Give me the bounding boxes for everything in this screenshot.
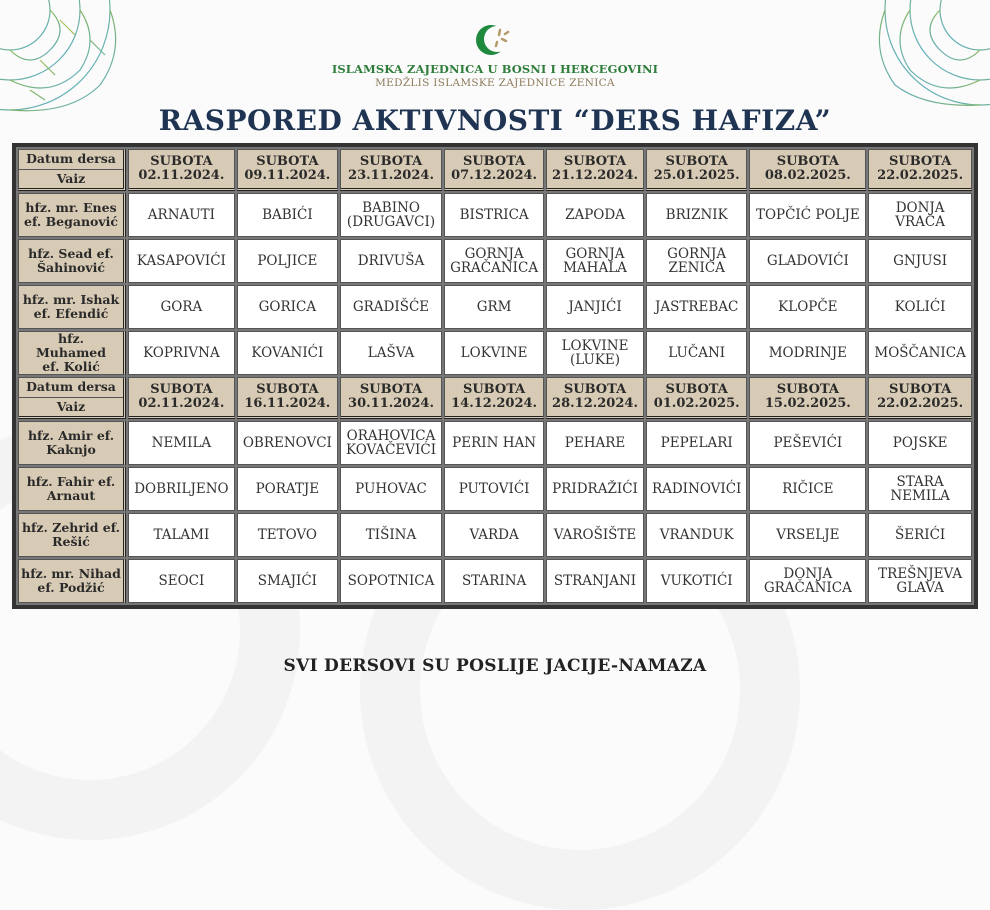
date-header-cell [749,377,866,419]
day-name: SUBOTA [776,154,840,169]
vaiz-name-line: Rešić [52,534,90,549]
place-cell [444,239,544,283]
place-cell [868,285,972,329]
vaiz-name-line: Šahinović [36,260,105,275]
place-name-line: ZAPODA [565,207,625,223]
vaiz-name-line: ef. Beganović [24,214,118,229]
place-cell [749,331,866,375]
table-row [18,467,972,511]
place-cell [646,513,748,557]
place-name-line: PEHARE [564,435,626,451]
place-cell [749,421,866,465]
place-name-line: ŠERIĆI [895,527,946,543]
place-cell [646,239,748,283]
place-cell [340,467,442,511]
date-header-cell [340,377,442,419]
date-value: 30.11.2024. [348,396,434,411]
place-name-line: VUKOTIĆI [660,573,733,589]
place-cell [749,239,866,283]
place-name-line: TOPČIĆ POLJE [755,207,860,223]
place-cell [868,467,972,511]
place-name-line: BRIZNIK [665,207,728,223]
schedule-grid [16,147,974,605]
place-name-line: GRAČANICA [450,260,539,276]
place-name-line: PUTOVIĆI [458,481,530,497]
place-name-line: GRADIŠĆE [352,299,430,315]
date-label: Datum dersa [19,378,123,398]
vaiz-label: Vaiz [56,170,86,186]
header-row [18,149,972,191]
place-name-line: DONJA [895,200,945,216]
place-name-line: TALAMI [153,527,210,543]
vaiz-cell [18,193,126,237]
place-cell [340,331,442,375]
place-name-line: VARDA [469,527,519,543]
place-name-line: RADINOVIĆI [651,481,742,497]
place-cell [546,193,644,237]
place-name-line: SEOCI [158,573,205,589]
footer-note: SVI DERSOVI SU POSLIJE JACIJE-NAMAZA [283,656,707,676]
place-name-line: KLOPČE [778,299,838,315]
table-row [18,239,972,283]
date-header-cell [444,149,544,191]
vaiz-cell [18,559,126,603]
place-cell [546,239,644,283]
place-cell [444,285,544,329]
date-header-cell [646,377,748,419]
day-name: SUBOTA [462,154,526,169]
place-name-line: ZENICA [668,260,725,276]
place-cell [546,559,644,603]
place-name-line: VRANDUK [659,527,734,543]
day-name: SUBOTA [665,382,728,397]
date-header-cell [646,149,748,191]
table-row [18,193,972,237]
organization-name: ISLAMSKA ZAJEDNICA U BOSNI I HERCEGOVINI [331,62,659,76]
vaiz-name-line: hfz. Amir ef. [27,428,115,443]
place-cell [340,285,442,329]
vaiz-name-line: ef. Kolić [42,359,100,374]
place-cell [128,285,235,329]
vaiz-cell [18,513,126,557]
place-name-line: KOPRIVNA [143,345,220,361]
place-name-line: ARNAUTI [147,207,215,223]
place-cell [546,421,644,465]
place-name-line: TETOVO [257,527,317,543]
place-name-line: GRAČANICA [763,580,852,596]
place-cell [237,513,338,557]
table-row [18,513,972,557]
date-value: 02.11.2024. [138,396,225,411]
crescent-star-icon [475,20,515,60]
place-name-line: POLJICE [257,253,318,269]
place-name-line: LOKVINE [561,338,629,354]
day-name: SUBOTA [888,382,952,397]
vaiz-name-line: hfz. Fahir ef. [26,474,116,489]
day-name: SUBOTA [665,154,728,169]
table-row [18,285,972,329]
place-name-line: BISTRICA [459,207,529,223]
date-header-cell [868,377,972,419]
place-name-line: LAŠVA [367,345,415,361]
place-name-line: STARINA [461,573,527,589]
place-name-line: KOVANIĆI [251,345,324,361]
date-value: 21.12.2024. [552,168,638,183]
header-row [18,377,972,419]
day-name: SUBOTA [563,382,627,397]
place-cell [128,559,235,603]
place-name-line: PEŠEVIĆI [773,435,843,451]
vaiz-name-line: hfz. mr. Enes [25,200,117,215]
place-name-line: MAHALA [563,260,627,276]
place-name-line: BABIĆI [262,207,313,223]
place-name-line: LUČANI [668,345,726,361]
place-cell [646,193,748,237]
date-value: 22.02.2025. [877,396,964,411]
header-label-cell [18,149,126,191]
place-name-line: JANJIĆI [568,299,622,315]
place-name-line: DRIVUŠA [357,253,425,269]
place-name-line: GNJUSI [893,253,948,269]
place-name-line: VRACA [895,214,945,230]
place-name-line: MODRINJE [768,345,847,361]
table-row [18,559,972,603]
date-header-cell [546,149,644,191]
place-cell [340,421,442,465]
date-value: 22.02.2025. [877,168,964,183]
place-name-line: PERIN HAN [452,435,537,451]
day-name: SUBOTA [256,382,319,397]
place-name-line: GORA [160,299,203,315]
place-cell [237,239,338,283]
place-cell [546,285,644,329]
date-value: 28.12.2024. [552,396,638,411]
date-header-cell [749,149,866,191]
place-cell [444,467,544,511]
header [0,20,990,89]
day-name: SUBOTA [150,154,213,169]
date-header-cell [546,377,644,419]
header-label-cell [18,377,126,419]
vaiz-cell [18,285,126,329]
date-value: 16.11.2024. [244,396,331,411]
vaiz-name-line: hfz. mr. Ishak [22,292,120,307]
place-cell [646,421,748,465]
place-cell [340,239,442,283]
date-value: 23.11.2024. [348,168,434,183]
place-cell [340,193,442,237]
place-name-line: GORNJA [464,246,524,262]
date-label: Datum dersa [19,150,123,170]
sub-organization-name: MEDŽLIS ISLAMSKE ZAJEDNICE ZENICA [375,77,615,89]
day-name: SUBOTA [776,382,840,397]
day-name: SUBOTA [256,154,319,169]
place-name-line: (DRUGAVCI) [346,214,436,230]
vaiz-name-line: ef. Podžić [37,580,105,595]
place-name-line: GLAVA [896,580,944,596]
date-header-cell [340,149,442,191]
place-cell [646,559,748,603]
vaiz-cell [18,239,126,283]
place-cell [868,193,972,237]
place-cell [128,239,235,283]
place-cell [868,239,972,283]
place-name-line: POJSKE [892,435,948,451]
place-name-line: TREŠNJEVA [878,566,963,582]
place-name-line: DONJA [783,566,833,582]
place-cell [237,467,338,511]
place-cell [237,559,338,603]
place-name-line: JASTREBAC [654,299,739,315]
date-header-cell [868,149,972,191]
place-cell [546,331,644,375]
vaiz-name-line: hfz. Muhamed [35,331,107,360]
place-cell [128,467,235,511]
place-name-line: PEPELARI [660,435,733,451]
place-cell [868,559,972,603]
day-name: SUBOTA [359,154,423,169]
place-cell [444,559,544,603]
date-value: 02.11.2024. [138,168,225,183]
vaiz-cell [18,467,126,511]
place-name-line: VAROŠIŠTE [553,527,637,543]
vaiz-name-line: hfz. Sead ef. [28,246,114,261]
place-cell [868,421,972,465]
date-value: 14.12.2024. [451,396,538,411]
place-cell [868,513,972,557]
date-value: 07.12.2024. [451,168,538,183]
place-name-line: STARA [896,474,944,490]
place-cell [237,331,338,375]
place-name-line: PRIDRAŽIĆI [552,481,638,497]
place-name-line: MOŠČANICA [874,345,966,361]
date-value: 09.11.2024. [244,168,331,183]
place-name-line: SOPOTNICA [347,573,435,589]
place-name-line: BABINO [362,200,420,216]
place-cell [237,421,338,465]
place-name-line: NEMILA [890,488,950,504]
place-name-line: GRM [476,299,512,315]
place-cell [340,513,442,557]
place-name-line: KOLIĆI [894,299,946,315]
place-name-line: TIŠINA [365,527,417,543]
date-header-cell [237,377,338,419]
vaiz-name-line: hfz. Zehrid ef. [21,520,121,535]
place-cell [340,559,442,603]
place-name-line: KOVAČEVIĆI [345,442,437,458]
place-cell [749,559,866,603]
place-name-line: VRSELJE [776,527,840,543]
date-value: 08.02.2025. [764,168,851,183]
place-name-line: OBRENOVCI [242,435,332,451]
place-name-line: PORATJE [255,481,320,497]
place-cell [444,193,544,237]
vaiz-name-line: hfz. mr. Nihad [21,566,121,581]
place-name-line: LOKVINE [460,345,528,361]
place-cell [444,331,544,375]
table-row [18,421,972,465]
place-name-line: (LUKE) [569,352,621,368]
place-cell [749,285,866,329]
place-cell [868,331,972,375]
vaiz-cell [18,421,126,465]
date-header-cell [237,149,338,191]
place-cell [749,513,866,557]
place-cell [128,513,235,557]
date-header-cell [128,149,235,191]
place-cell [546,467,644,511]
day-name: SUBOTA [563,154,627,169]
place-name-line: NEMILA [151,435,212,451]
place-name-line: KASAPOVIĆI [136,253,226,269]
place-name-line: GORNJA [667,246,727,262]
day-name: SUBOTA [359,382,423,397]
vaiz-name-line: ef. Efendić [33,306,109,321]
day-name: SUBOTA [150,382,213,397]
place-name-line: GORNJA [565,246,625,262]
place-cell [128,421,235,465]
date-value: 25.01.2025. [653,168,740,183]
place-cell [128,193,235,237]
place-cell [237,285,338,329]
place-cell [444,513,544,557]
place-cell [128,331,235,375]
place-cell [749,467,866,511]
place-name-line: RIČICE [782,481,834,497]
place-cell [749,193,866,237]
place-cell [646,331,748,375]
vaiz-label: Vaiz [56,398,86,414]
date-value: 01.02.2025. [653,396,740,411]
table-row [18,331,972,375]
vaiz-name-line: Kaknjo [46,442,96,457]
place-name-line: SMAJIĆI [257,573,317,589]
place-cell [546,513,644,557]
date-header-cell [128,377,235,419]
place-name-line: GORICA [258,299,317,315]
place-name-line: ORAHOVICA [346,428,436,444]
place-name-line: GLADOVIĆI [766,253,849,269]
place-cell [444,421,544,465]
date-header-cell [444,377,544,419]
place-name-line: DOBRILJENO [134,481,229,497]
day-name: SUBOTA [888,154,952,169]
schedule-table [12,143,978,609]
day-name: SUBOTA [462,382,526,397]
place-name-line: PUHOVAC [355,481,427,497]
page-title: RASPORED AKTIVNOSTI “DERS HAFIZA” [158,104,832,137]
place-name-line: STRANJANI [553,573,637,589]
place-cell [646,285,748,329]
vaiz-name-line: Arnaut [46,488,96,503]
date-value: 15.02.2025. [764,396,851,411]
vaiz-cell [18,331,126,375]
place-cell [237,193,338,237]
place-cell [646,467,748,511]
